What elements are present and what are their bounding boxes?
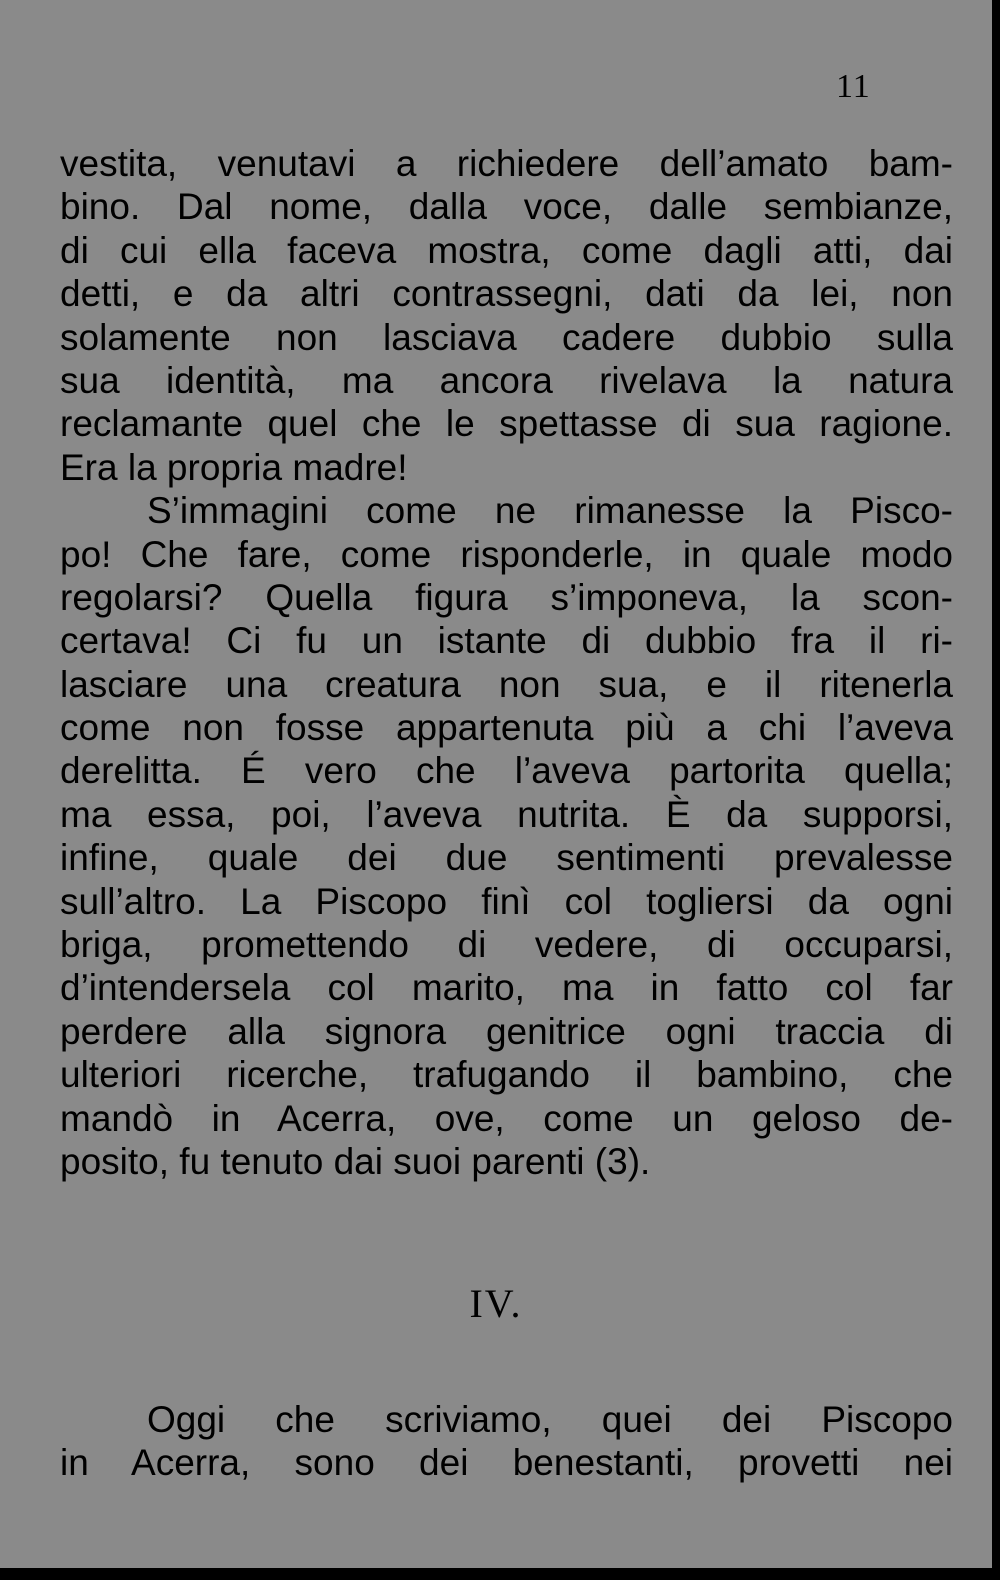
text-line: come non fosse appartenuta più a chi l’aveva <box>60 707 953 749</box>
text-line: di cui ella faceva mostra, come dagli atti, dai <box>60 229 953 271</box>
text-line: ulteriori ricerche, trafugando il bambino, che <box>60 1054 953 1096</box>
text-line: po! Che fare, come risponderle, in quale modo <box>60 533 953 575</box>
body-text <box>60 142 953 1183</box>
text-line: vestita, venutavi a richiedere dell’amato bam- <box>60 143 953 184</box>
text-line: regolarsi? Quella figura s’imponeva, la scon- <box>60 576 953 618</box>
section-body-text <box>60 1398 953 1485</box>
text-line: d’intendersela col marito, ma in fatto col far <box>60 967 953 1009</box>
text-line: posito, fu tenuto dai suoi parenti (3). <box>60 1140 651 1182</box>
text-line: derelitta. É vero che l’aveva partorita quella; <box>60 750 953 792</box>
text-line: lasciare una creatura non sua, e il ritenerla <box>60 663 953 705</box>
text-line: ma essa, poi, l’aveva nutrita. È da supporsi, <box>60 793 953 835</box>
text-line: S’immagini come ne rimanesse la Pisco- <box>147 490 953 532</box>
text-line: Era la propria madre! <box>60 446 408 488</box>
text-line: detti, e da altri contrassegni, dati da lei, non <box>60 273 953 315</box>
section-heading: IV. <box>469 1281 523 1326</box>
text-line: sua identità, ma ancora rivelava la natura <box>60 359 953 401</box>
text-line: mandò in Acerra, ove, come un geloso de- <box>60 1097 953 1139</box>
text-line: briga, promettendo di vedere, di occuparsi, <box>60 924 953 966</box>
text-line: perdere alla signora genitrice ogni traccia di <box>60 1010 953 1052</box>
text-line: bino. Dal nome, dalla voce, dalle sembianze, <box>60 186 953 228</box>
text-line: certava! Ci fu un istante di dubbio fra il ri- <box>60 620 953 662</box>
text-line: reclamante quel che le spettasse di sua ragione. <box>60 403 953 445</box>
text-line: solamente non lasciava cadere dubbio sulla <box>60 316 953 358</box>
text-line: in Acerra, sono dei benestanti, provetti nei <box>60 1442 953 1484</box>
page-number: 11 <box>836 68 871 105</box>
text-line: sull’altro. La Piscopo finì col togliersi da ogni <box>60 880 953 922</box>
text-line: infine, quale dei due sentimenti prevalesse <box>60 837 953 879</box>
text-line: Oggi che scriviamo, quei dei Piscopo <box>147 1399 953 1440</box>
